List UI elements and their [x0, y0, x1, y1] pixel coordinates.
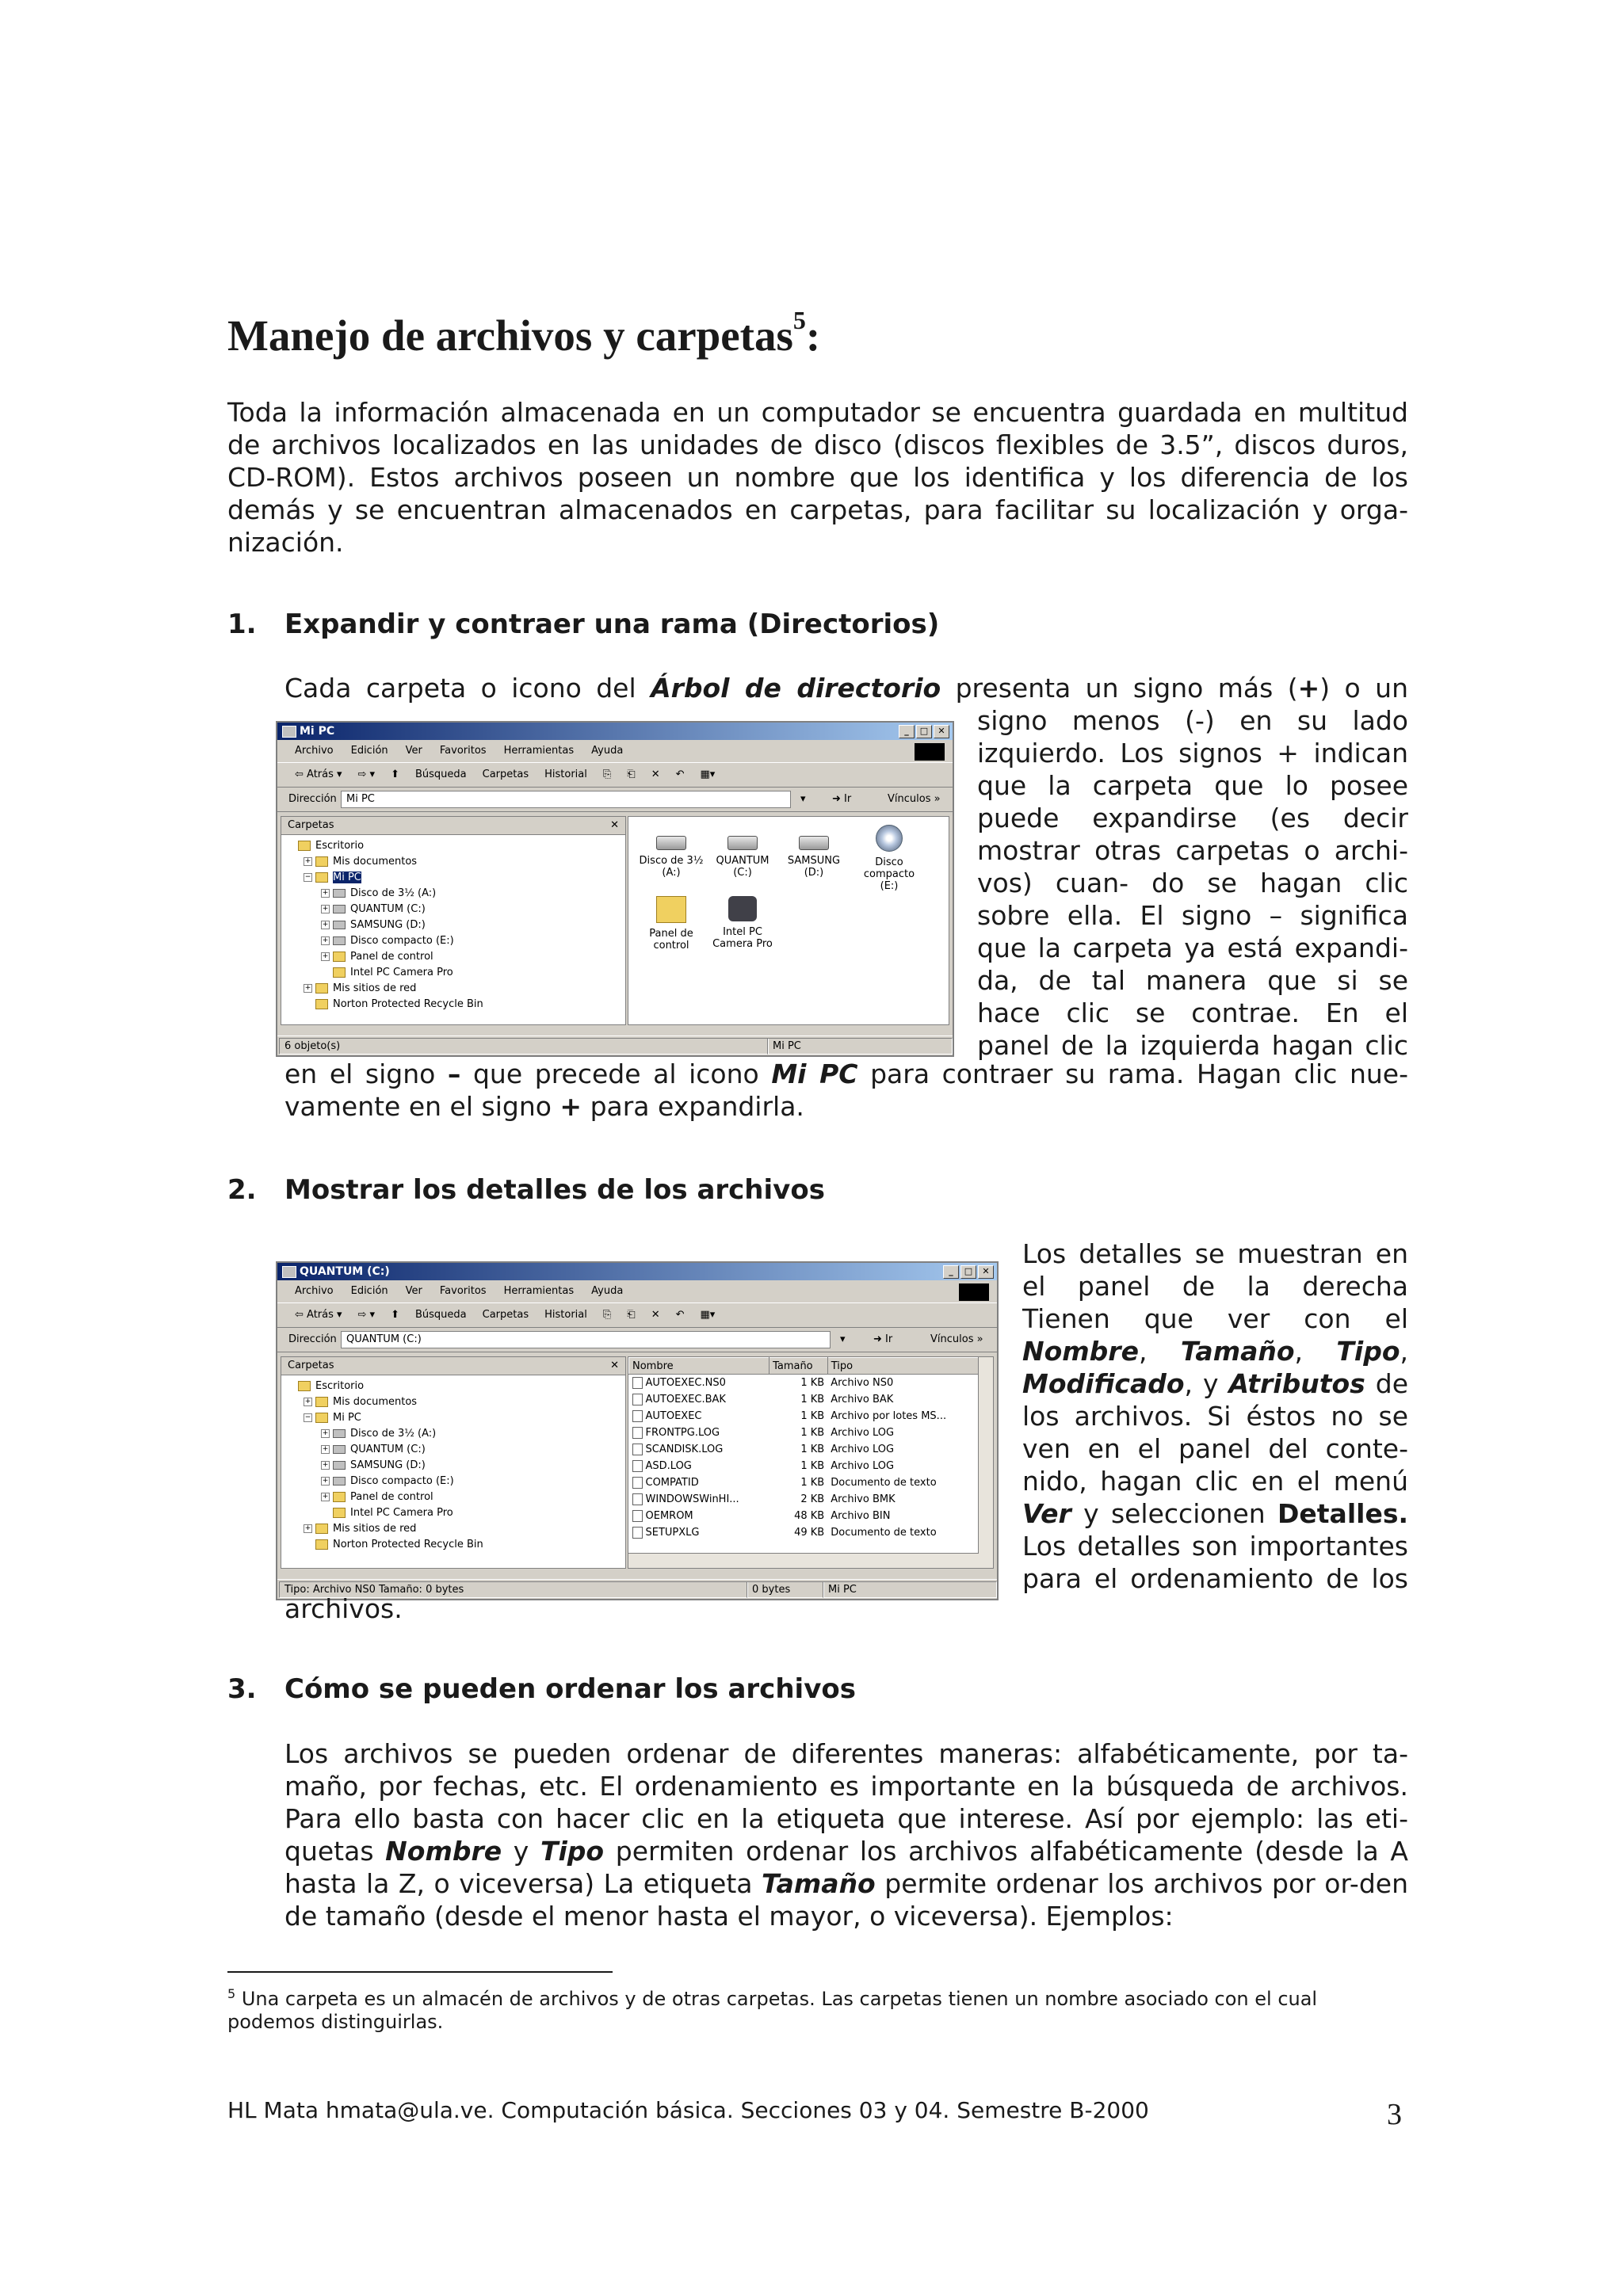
- table-cell: 48 KB: [794, 1510, 825, 1522]
- icon-label: Intel PC Camera Pro: [712, 926, 773, 950]
- menu-bar: [277, 1282, 997, 1301]
- desktop-icon[interactable]: [708, 896, 777, 950]
- tree-item[interactable]: [286, 1442, 621, 1458]
- toolbar-button[interactable]: ⇨ ▾: [357, 769, 376, 780]
- details-pane: [628, 1356, 994, 1569]
- table-row[interactable]: [629, 1474, 979, 1491]
- s1-side-line: puede expandirse (es decir: [977, 803, 1408, 833]
- tree-item-label: Norton Protected Recycle Bin: [333, 1539, 483, 1550]
- column-header[interactable]: Nombre: [629, 1358, 769, 1375]
- table-cell: COMPATID: [629, 1474, 769, 1491]
- toolbar-button[interactable]: Búsqueda: [415, 1309, 467, 1321]
- file-icon: [632, 1510, 643, 1522]
- tree-item[interactable]: [286, 854, 621, 870]
- table-row[interactable]: [629, 1458, 979, 1474]
- toolbar-button[interactable]: Búsqueda: [415, 769, 467, 780]
- tree-item[interactable]: [286, 1537, 621, 1553]
- menu-item[interactable]: Ayuda: [591, 1285, 624, 1297]
- toolbar-button[interactable]: ▦▾: [700, 1309, 716, 1321]
- tree-item-label: Disco de 3½ (A:): [350, 887, 437, 899]
- status-bar: 6 objeto(s) Mi PC: [277, 1035, 953, 1055]
- menu-item[interactable]: Archivo: [295, 1285, 334, 1297]
- collapse-icon[interactable]: −: [304, 873, 311, 881]
- drive-icon: [333, 1429, 346, 1438]
- window-titlebar: QUANTUM (C:) _ □ ✕: [277, 1263, 997, 1280]
- dropdown-arrow-icon[interactable]: ▾: [840, 1333, 846, 1345]
- toolbar: [277, 1302, 997, 1328]
- vertical-scrollbar[interactable]: [978, 1357, 993, 1568]
- file-icon: [632, 1444, 643, 1455]
- toolbar-button[interactable]: ▦▾: [700, 769, 716, 780]
- desktop-icon[interactable]: [708, 825, 777, 879]
- expand-icon[interactable]: +: [322, 1429, 329, 1437]
- table-row[interactable]: [629, 1391, 979, 1408]
- folder-icon: [315, 1524, 328, 1534]
- tree-item[interactable]: [286, 917, 621, 933]
- camera-icon: [728, 896, 757, 921]
- folder-icon: [315, 999, 328, 1009]
- tree-item[interactable]: [286, 1379, 621, 1394]
- table-cell: FRONTPG.LOG: [629, 1425, 769, 1441]
- s1-side-line: mostrar otras carpetas o archi-: [977, 835, 1408, 866]
- expand-icon[interactable]: +: [322, 1477, 329, 1485]
- table-cell: OEMROM: [629, 1508, 769, 1524]
- table-cell: 1 KB: [800, 1410, 825, 1422]
- address-bar: Dirección QUANTUM (C:) ▾ ➜ Ir Vínculos »: [277, 1328, 997, 1352]
- table-cell: 1 KB: [800, 1394, 825, 1405]
- tree-item-label: Mis documentos: [333, 1396, 418, 1408]
- toolbar-button[interactable]: Carpetas: [482, 769, 529, 780]
- minimize-button[interactable]: _: [943, 1265, 959, 1279]
- contents-pane: [628, 816, 949, 1025]
- table-cell: Documento de texto: [831, 1477, 937, 1489]
- table-cell: 1 KB: [800, 1460, 825, 1472]
- toolbar-button[interactable]: Historial: [544, 769, 587, 780]
- minimize-button[interactable]: _: [899, 725, 915, 738]
- s1-after-line-1: en el signo – que precede al icono Mi PC para contraer su rama. Hagan clic nue-: [285, 1058, 1408, 1089]
- menu-item[interactable]: Favoritos: [439, 745, 487, 757]
- tree-item-label: Intel PC Camera Pro: [350, 967, 453, 978]
- table-row[interactable]: [629, 1441, 979, 1458]
- tree-item-label: Panel de control: [350, 951, 433, 963]
- toolbar-button[interactable]: ↶: [675, 1309, 685, 1321]
- menu-item[interactable]: Edición: [350, 1285, 388, 1297]
- expand-icon[interactable]: +: [322, 1461, 329, 1469]
- desktop-icon[interactable]: [636, 825, 706, 879]
- drive-icon: [333, 889, 346, 898]
- file-icon: [632, 1377, 643, 1389]
- tree-item-label: Escritorio: [315, 840, 365, 852]
- s1-side-line: sobre ella. El signo – significa: [977, 900, 1408, 931]
- links-button[interactable]: Vínculos »: [930, 1333, 983, 1345]
- icon-label: Panel de control: [649, 928, 693, 952]
- toolbar-button[interactable]: ⬆: [391, 769, 399, 780]
- file-icon: [632, 1527, 643, 1539]
- table-cell: 49 KB: [794, 1527, 825, 1539]
- page-number: 3: [1387, 2098, 1402, 2131]
- links-button[interactable]: Vínculos »: [888, 793, 941, 805]
- file-icon: [632, 1460, 643, 1472]
- window-titlebar: Mi PC _ □ ✕: [277, 723, 953, 740]
- screenshot-mi-pc-window: [276, 721, 954, 1057]
- table-cell: Archivo LOG: [831, 1444, 895, 1455]
- drive-icon: [333, 1445, 346, 1454]
- tree-item[interactable]: [286, 1474, 621, 1489]
- s1-after-line-2: vamente en el signo + para expandirla.: [285, 1091, 804, 1122]
- tree-item[interactable]: [286, 1394, 621, 1410]
- desktop-icon[interactable]: [779, 825, 849, 879]
- expand-icon[interactable]: +: [304, 857, 311, 865]
- status-bar: Tipo: Archivo NS0 Tamaño: 0 bytes 0 bytes Mi PC: [277, 1579, 997, 1599]
- table-row[interactable]: [629, 1375, 979, 1392]
- tree-item[interactable]: [286, 997, 621, 1013]
- tree-item[interactable]: [286, 1458, 621, 1474]
- tree-item[interactable]: [286, 870, 621, 886]
- close-button[interactable]: ✕: [934, 725, 949, 738]
- table-cell: SETUPXLG: [629, 1524, 769, 1541]
- tree-item[interactable]: [286, 886, 621, 902]
- go-button[interactable]: ➜ Ir: [832, 793, 852, 805]
- menu-item[interactable]: Herramientas: [503, 1285, 575, 1297]
- table-cell: Archivo BAK: [831, 1394, 894, 1405]
- toolbar-button[interactable]: ⇨ ▾: [357, 1309, 376, 1321]
- windows-logo-icon: [915, 743, 945, 761]
- table-row[interactable]: [629, 1508, 979, 1524]
- close-pane-icon[interactable]: ✕: [610, 1360, 619, 1371]
- collapse-icon[interactable]: −: [304, 1413, 311, 1421]
- toolbar-button[interactable]: ⇦ Atrás ▾: [295, 1309, 342, 1321]
- cd-drive-icon: [876, 825, 903, 852]
- table-cell: Archivo LOG: [831, 1460, 895, 1472]
- page-title: Manejo de archivos y carpetas$^5$:: [227, 306, 821, 360]
- toolbar-button[interactable]: ⎘: [602, 1309, 612, 1321]
- toolbar-button[interactable]: ✕: [651, 769, 660, 780]
- tree-item-label: QUANTUM (C:): [350, 1444, 426, 1455]
- tree-item[interactable]: [286, 838, 621, 854]
- maximize-button[interactable]: □: [960, 1265, 976, 1279]
- table-cell: Archivo NS0: [827, 1375, 978, 1392]
- tree-item-label: Panel de control: [350, 1491, 433, 1503]
- tree-item[interactable]: [286, 1489, 621, 1505]
- expand-icon[interactable]: +: [322, 1445, 329, 1453]
- toolbar-button[interactable]: Historial: [544, 1309, 587, 1321]
- drive-icon: [333, 905, 346, 913]
- tree-item[interactable]: [286, 949, 621, 965]
- footnote-divider: [227, 1971, 613, 1973]
- expand-icon[interactable]: +: [304, 984, 311, 992]
- hard-drive-icon: [727, 836, 758, 850]
- menu-item[interactable]: Ver: [405, 1285, 422, 1297]
- s2-after-line: archivos.: [285, 1593, 403, 1624]
- tree-item-label: Mi PC: [333, 1412, 361, 1424]
- tree-item-label: Mis sitios de red: [333, 982, 417, 994]
- s1-side-line: que la carpeta ya está expandi-: [977, 933, 1408, 963]
- tree-item[interactable]: [286, 1410, 621, 1426]
- table-cell: Archivo BMK: [831, 1493, 896, 1505]
- tree-item-label: Mi PC: [333, 871, 361, 883]
- go-button[interactable]: ➜ Ir: [873, 1333, 893, 1345]
- tree-item-label: Norton Protected Recycle Bin: [333, 998, 483, 1010]
- drive-icon: [333, 1477, 346, 1486]
- expand-icon[interactable]: +: [322, 921, 329, 929]
- dropdown-arrow-icon[interactable]: ▾: [800, 793, 806, 805]
- screenshot-quantum-window: [276, 1261, 999, 1600]
- expand-icon[interactable]: +: [322, 905, 329, 913]
- folders-pane: Carpetas ✕ Escritorio + Mis documentos − Mi PC + Disco de 3½ (A:) + QUANTUM (C:) + SAMSUNG (D:) + Disco compacto (E:) + Panel de control Intel PC Camera Pro + Mis sitios de red Norton Protected Recycle Bin: [281, 1356, 626, 1569]
- expand-icon[interactable]: +: [322, 952, 329, 960]
- tree-item-label: Disco compacto (E:): [350, 935, 454, 947]
- file-icon: [632, 1427, 643, 1439]
- table-cell: AUTOEXEC: [629, 1408, 769, 1425]
- s1-side-line: hace clic se contrae. En el: [977, 997, 1408, 1028]
- table-cell: 2 KB: [800, 1493, 825, 1505]
- folder-icon: [315, 1539, 328, 1550]
- page-footer: HL Mata hmata@ula.ve. Computación básica. Secciones 03 y 04. Semestre B-2000: [227, 2097, 1149, 2123]
- folder-icon: [315, 1413, 328, 1423]
- floppy-drive-icon: [656, 836, 686, 850]
- tree-item-label: Intel PC Camera Pro: [350, 1507, 453, 1519]
- table-cell: AUTOEXEC.NS0: [629, 1375, 769, 1392]
- file-icon: [632, 1410, 643, 1422]
- file-icon: [632, 1394, 643, 1405]
- tree-item[interactable]: [286, 1505, 621, 1521]
- section-1-heading: 1. Expandir y contraer una rama (Directorios): [227, 608, 940, 640]
- tree-item[interactable]: [286, 965, 621, 981]
- toolbar-button[interactable]: ⬆: [391, 1309, 399, 1321]
- s1-side-line: da, de tal manera que si se: [977, 965, 1408, 996]
- icon-label: QUANTUM (C:): [716, 855, 769, 879]
- tree-item-label: Escritorio: [315, 1380, 365, 1392]
- icon-label: Disco de 3½ (A:): [639, 855, 704, 879]
- close-pane-icon[interactable]: ✕: [610, 819, 619, 831]
- table-cell: Archivo por lotes MS...: [831, 1410, 947, 1422]
- tree-item[interactable]: [286, 933, 621, 949]
- toolbar-button[interactable]: ↶: [675, 769, 685, 780]
- folder-icon: [333, 1508, 346, 1518]
- s1-side-line: vos) cuan- do se hagan clic: [977, 868, 1408, 898]
- table-row[interactable]: [629, 1408, 979, 1425]
- table-cell: Archivo LOG: [831, 1427, 895, 1439]
- table-cell: 1 KB: [769, 1375, 828, 1392]
- s1-side-line: que la carpeta que lo posee: [977, 770, 1408, 801]
- table-row[interactable]: [629, 1425, 979, 1441]
- toolbar-button[interactable]: ✕: [651, 1309, 660, 1321]
- icon-label: Disco compacto (E:): [863, 856, 915, 892]
- column-header[interactable]: Tipo: [827, 1358, 978, 1375]
- toolbar-button[interactable]: ⎗: [627, 769, 636, 780]
- intro-paragraph: Toda la información almacenada en un computador se encuentra guardada en multitud de archivos localizados en las unidades de disco (discos flexibles de 3.5”, discos duros, CD-ROM). Estos archivos poseen un nombre que los identifica y los diferencia de los demás y se encuentran almacenados en carpetas, para facilitar su localización y orga-nización.: [227, 397, 1408, 558]
- table-cell: AUTOEXEC.BAK: [629, 1391, 769, 1408]
- s1-first-line: Cada carpeta o icono del Árbol de directorio presenta un signo más (+) o un: [285, 673, 1408, 704]
- folder-icon: [315, 856, 328, 867]
- expand-icon[interactable]: +: [304, 1524, 311, 1532]
- folder-icon: [298, 1381, 311, 1391]
- hard-drive-icon: [799, 836, 829, 850]
- tree-item-label: Disco de 3½ (A:): [350, 1428, 437, 1440]
- folder-icon: [315, 872, 328, 883]
- expand-icon[interactable]: +: [322, 936, 329, 944]
- table-cell: 1 KB: [800, 1427, 825, 1439]
- horizontal-scrollbar[interactable]: [628, 1553, 979, 1568]
- tree-item[interactable]: [286, 981, 621, 997]
- expand-icon[interactable]: +: [304, 1398, 311, 1405]
- section-3-heading: 3. Cómo se pueden ordenar los archivos: [227, 1673, 856, 1705]
- table-cell: SCANDISK.LOG: [629, 1441, 769, 1458]
- toolbar-button[interactable]: Carpetas: [482, 1309, 529, 1321]
- tree-item[interactable]: [286, 902, 621, 917]
- folder-icon: [315, 983, 328, 994]
- expand-icon[interactable]: +: [322, 889, 329, 897]
- toolbar-button[interactable]: ⇦ Atrás ▾: [295, 769, 342, 780]
- table-row[interactable]: [629, 1491, 979, 1508]
- menu-item[interactable]: Herramientas: [503, 745, 575, 757]
- tree-item-label: Mis sitios de red: [333, 1523, 417, 1535]
- table-cell: 1 KB: [800, 1444, 825, 1455]
- tree-item-label: SAMSUNG (D:): [350, 1459, 426, 1471]
- drive-icon: [333, 936, 346, 945]
- drive-icon: [333, 1461, 346, 1470]
- s3-paragraph: Los archivos se pueden ordenar de diferentes maneras: alfabéticamente, por ta-maño, por fechas, etc. El ordenamiento es importante en la búsqueda de archivos. Para ello basta con hacer clic en la etiqueta que interese. Así por ejemplo: las eti-quetas Nombre y Tipo permiten ordenar los archivos alfabéticamente (desde la A hasta la Z, o viceversa) La etiqueta Tamaño permite ordenar los archivos por or-den de tamaño (desde el menor hasta el mayor, o viceversa). Ejemplos:: [285, 1738, 1409, 1932]
- s1-side-line: izquierdo. Los signos + indican: [977, 738, 1408, 769]
- tree-item-label: SAMSUNG (D:): [350, 919, 426, 931]
- folders-pane: Carpetas ✕ Escritorio + Mis documentos − Mi PC + Disco de 3½ (A:) + QUANTUM (C:) + SAMSUNG (D:) + Disco compacto (E:) + Panel de control Intel PC Camera Pro + Mis sitios de red Norton Protected Recycle Bin: [281, 816, 626, 1025]
- s1-side-line: signo menos (-) en su lado: [977, 705, 1408, 736]
- menu-item[interactable]: Archivo: [295, 745, 334, 757]
- folder-icon: [333, 952, 346, 962]
- icon-label: SAMSUNG (D:): [787, 855, 841, 879]
- s1-side-line: panel de la izquierda hagan clic: [977, 1030, 1408, 1061]
- desktop-icon[interactable]: [636, 896, 706, 952]
- desktop-icon[interactable]: [854, 825, 924, 892]
- control-panel-icon: [656, 896, 686, 923]
- menu-item[interactable]: Ver: [405, 745, 422, 757]
- toolbar-button[interactable]: ⎗: [627, 1309, 636, 1321]
- tree-item-label: QUANTUM (C:): [350, 903, 426, 915]
- table-cell: WINDOWSWinHI...: [629, 1491, 769, 1508]
- file-icon: [632, 1477, 643, 1489]
- toolbar-button[interactable]: ⎘: [602, 769, 612, 780]
- windows-logo-icon: [959, 1283, 989, 1301]
- table-cell: ASD.LOG: [629, 1458, 769, 1474]
- table-cell: Documento de texto: [831, 1527, 937, 1539]
- footnote: $^5$ Una carpeta es un almacén de archivos y de otras carpetas. Las carpetas tienen un nombre asociado con el cual podemos distinguirlas.: [227, 1986, 1318, 2033]
- tree-item-label: Mis documentos: [333, 856, 418, 868]
- tree-item[interactable]: [286, 1426, 621, 1442]
- folder-icon: [333, 1492, 346, 1502]
- maximize-button[interactable]: □: [916, 725, 932, 738]
- folder-icon: [298, 841, 311, 851]
- table-cell: Archivo BIN: [831, 1510, 891, 1522]
- menu-bar: [277, 742, 953, 761]
- toolbar: [277, 762, 953, 788]
- section-2-heading: 2. Mostrar los detalles de los archivos: [227, 1174, 825, 1206]
- menu-item[interactable]: Edición: [350, 745, 388, 757]
- close-button[interactable]: ✕: [978, 1265, 994, 1279]
- tree-item[interactable]: [286, 1521, 621, 1537]
- table-cell: 1 KB: [800, 1477, 825, 1489]
- address-input[interactable]: QUANTUM (C:): [341, 1331, 831, 1348]
- computer-icon: [282, 726, 296, 738]
- drive-icon: [333, 921, 346, 929]
- drive-icon: [282, 1266, 296, 1278]
- address-input[interactable]: Mi PC: [341, 791, 791, 808]
- folder-icon: [333, 967, 346, 978]
- menu-item[interactable]: Ayuda: [591, 745, 624, 757]
- address-bar: Dirección Mi PC ▾ ➜ Ir Vínculos »: [277, 788, 953, 812]
- file-icon: [632, 1493, 643, 1505]
- tree-item-label: Disco compacto (E:): [350, 1475, 454, 1487]
- column-header[interactable]: Tamaño: [769, 1358, 828, 1375]
- menu-item[interactable]: Favoritos: [439, 1285, 487, 1297]
- table-row[interactable]: [629, 1524, 979, 1541]
- expand-icon[interactable]: +: [322, 1493, 329, 1501]
- folder-icon: [315, 1397, 328, 1407]
